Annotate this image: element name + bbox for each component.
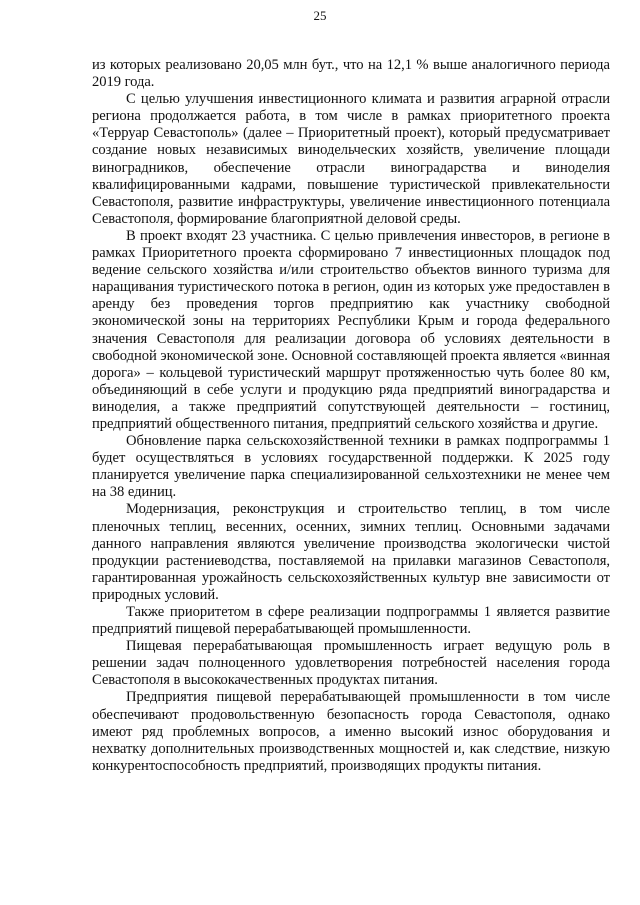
paragraph-food-industry-role: Пищевая перерабатывающая промышленность играет ведущую роль в решении задач полноценного удовлетворения потребностей населения города Севастополя в высококачественных продуктах питания. xyxy=(92,638,610,689)
paragraph-continuation: из которых реализовано 20,05 млн бут., что на 12,1 % выше аналогичного периода 2019 года. xyxy=(92,57,610,91)
paragraph-machinery-update: Обновление парка сельскохозяйственной техники в рамках подпрограммы 1 будет осуществляться в условиях государственной поддержки. К 2025 году планируется увеличение парка специализированной сельхозтехники не менее чем на 38 единиц. xyxy=(92,433,610,501)
paragraph-food-enterprises: Предприятия пищевой перерабатывающей промышленности в том числе обеспечивают продовольственную безопасность города Севастополя, однако имеют ряд проблемных вопросов, а именно высокий износ оборудования и нехватку дополнительных производственных мощностей и, как следствие, низкую конкурентоспособность предприятий, производящих продукты питания. xyxy=(92,689,610,774)
paragraph-food-processing-priority: Также приоритетом в сфере реализации подпрограммы 1 является развитие предприятий пищевой перерабатывающей промышленности. xyxy=(92,604,610,638)
body-text xyxy=(92,57,610,775)
paragraph-investment-climate: С целью улучшения инвестиционного климата и развития аграрной отрасли региона продолжается работа, в том числе в рамках приоритетного проекта «Терруар Севастополь» (далее – Приоритетный проект), который предусматривает создание новых независимых винодельческих хозяйств, увеличение площади виноградников, обеспечение отрасли виноградарства и виноделия квалифицированными кадрами, повышение туристической привлекательности Севастополя, развитие инфраструктуры, увеличение инвестиционного потенциала Севастополя, формирование благоприятной деловой среды. xyxy=(92,91,610,227)
page-number: 25 xyxy=(313,8,327,23)
paragraph-greenhouses: Модернизация, реконструкция и строительство теплиц, в том числе пленочных теплиц, весенних, осенних, зимних теплиц. Основными задачами данного направления являются увеличение производства экологически чистой продукции растениеводства, поставляемой на прилавки магазинов Севастополя, гарантированная урожайность сельскохозяйственных культур вне зависимости от природных условий. xyxy=(92,501,610,603)
paragraph-project-participants: В проект входят 23 участника. С целью привлечения инвесторов, в регионе в рамках Приоритетного проекта сформировано 7 инвестиционных площадок под ведение сельского хозяйства и/или строительство объектов винного туризма для наращивания туристического потока в регион, один из которых уже предоставлен в аренду без проведения торгов предприятию как участнику свободной экономической зоны на территориях Республики Крым и города федерального значения Севастополя для реализации договора об условиях деятельности в свободной экономической зоне. Основной составляющей проекта является «винная дорога» – кольцевой туристический маршрут протяженностью чуть более 80 км, объединяющий в себе услуги и продукцию ряда предприятий виноградарства и виноделия, а также предприятий сопутствующей деятельности – гостиниц, предприятий общественного питания, предприятий сельского хозяйства и другие. xyxy=(92,227,610,432)
